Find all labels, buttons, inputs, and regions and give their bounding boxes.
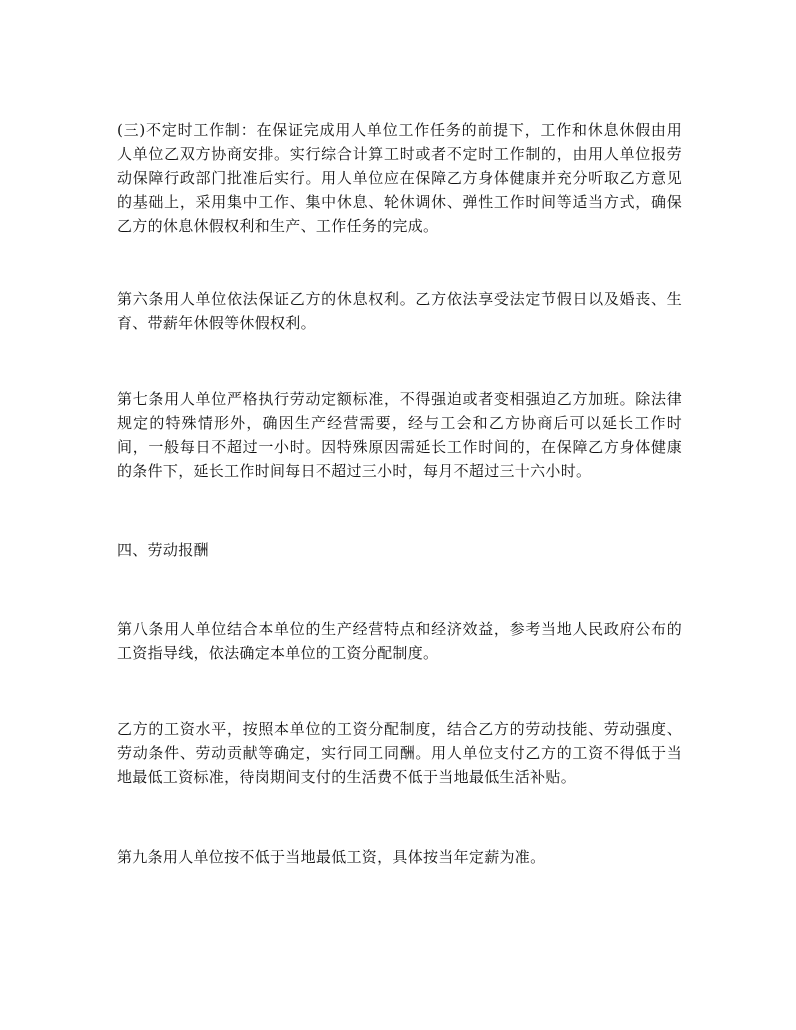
paragraph-irregular-working-hours — [117, 118, 682, 238]
text-line: 第九条用人单位按不低于当地最低工资，具体按当年定薪为准。 — [117, 848, 546, 866]
paragraph-article-6 — [117, 287, 682, 335]
text-line: 的条件下，延长工作时间每日不超过三小时，每月不超过三十六小时。 — [117, 462, 592, 480]
text-line: 人单位乙双方协商安排。实行综合计算工时或者不定时工作制的，由用人单位报劳 — [117, 145, 682, 163]
text-line: 间，一般每日不超过一小时。因特殊原因需延长工作时间的，在保障乙方身体健康 — [117, 438, 682, 456]
text-line: 地最低工资标准，待岗期间支付的生活费不低于当地最低生活补贴。 — [117, 768, 577, 786]
text-line: 乙方的工资水平，按照本单位的工资分配制度，结合乙方的劳动技能、劳动强度、 — [117, 720, 682, 738]
text-line: 工资指导线，依法确定本单位的工资分配制度。 — [117, 644, 439, 662]
text-line: 的基础上，采用集中工作、集中休息、轮休调休、弹性工作时间等适当方式，确保 — [117, 193, 682, 211]
text-line: 动保障行政部门批准后实行。用人单位应在保障乙方身体健康并充分听取乙方意见 — [117, 169, 682, 187]
text-line: 乙方的休息休假权利和生产、工作任务的完成。 — [117, 217, 439, 235]
paragraph-article-8 — [117, 617, 682, 665]
text-line: (三)不定时工作制：在保证完成用人单位工作任务的前提下，工作和休息休假由用 — [117, 121, 682, 139]
text-line: 第八条用人单位结合本单位的生产经营特点和经济效益，参考当地人民政府公布的 — [117, 620, 682, 638]
heading-text: 四、劳动报酬 — [117, 541, 209, 559]
text-line: 育、带薪年休假等休假权利。 — [117, 314, 316, 332]
section-heading-labor-remuneration — [117, 538, 682, 562]
text-line: 第七条用人单位严格执行劳动定额标准，不得强迫或者变相强迫乙方加班。除法律 — [117, 390, 682, 408]
text-line: 劳动条件、劳动贡献等确定，实行同工同酬。用人单位支付乙方的工资不得低于当 — [117, 744, 682, 762]
paragraph-article-9 — [117, 845, 682, 869]
text-line: 规定的特殊情形外，确因生产经营需要，经与工会和乙方协商后可以延长工作时 — [117, 414, 682, 432]
text-line: 第六条用人单位依法保证乙方的休息权利。乙方依法享受法定节假日以及婚丧、生 — [117, 290, 682, 308]
paragraph-wage-level — [117, 717, 682, 789]
paragraph-article-7 — [117, 387, 682, 483]
